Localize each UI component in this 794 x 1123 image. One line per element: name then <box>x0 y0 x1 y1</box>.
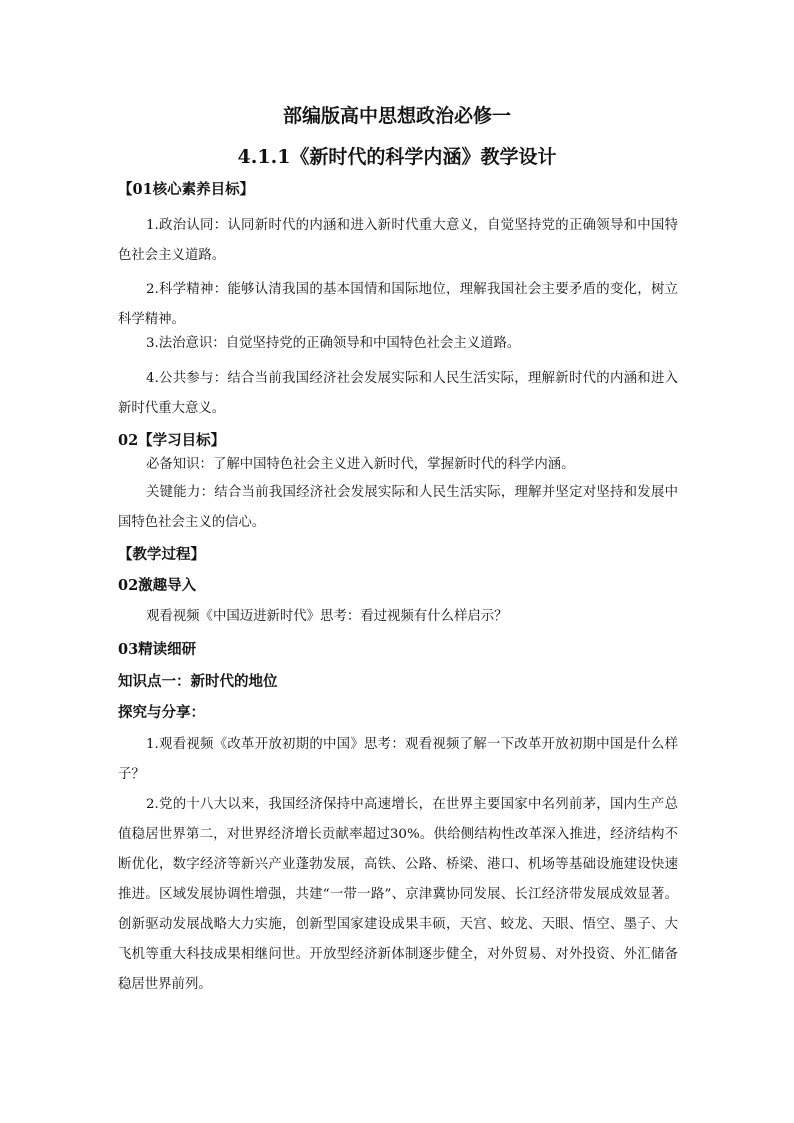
explore-item-achievements: 2.党的十八大以来，我国经济保持中高速增长，在世界主要国家中名列前茅，国内生产总值稳居世界第二，对世界经济增长贡献率超过30%。供给侧结构性改革深入推进，经济结构不断优化，数字经济等新兴产业蓬勃发展，高铁、公路、桥梁、港口、机场等基础设施建设快速推进。区域发展协调性增强，共建“一带一路”、京津冀协同发展、长江经济带发展成效显著。创新驱动发展战略大力实施，创新型国家建设成果丰硕，天宫、蛟龙、天眼、悟空、墨子、大飞机等重大科技成果相继问世。开放型经济新体制逐步健全，对外贸易、对外投资、外汇储备稳居世界前列。 <box>118 797 678 992</box>
learning-goals-heading: 02【学习目标】 <box>118 432 226 449</box>
document-title: 部编版高中思想政治必修一 <box>282 105 511 127</box>
core-item-political: 1.政治认同：认同新时代的内涵和进入新时代重大意义，自觉坚持党的正确领导和中国特色社会主义道路。 <box>118 218 678 263</box>
core-literacy-heading: 【01核心素养目标】 <box>118 181 255 198</box>
knowledge-point-heading: 知识点一：新时代的地位 <box>118 673 278 690</box>
learning-item-ability: 关键能力：结合当前我国经济社会发展实际和人民生活实际，理解并坚定对坚持和发展中国特色社会主义的信心。 <box>118 485 678 530</box>
intro-heading: 02激趣导入 <box>118 577 197 594</box>
core-item-participation: 4.公共参与：结合当前我国经济社会发展实际和人民生活实际，理解新时代的内涵和进入新时代重大意义。 <box>118 371 678 416</box>
core-item-law: 3.法治意识：自觉坚持党的正确领导和中国特色社会主义道路。 <box>146 336 521 351</box>
document-subtitle: 4.1.1《新时代的科学内涵》教学设计 <box>237 146 557 168</box>
intro-text: 观看视频《中国迈进新时代》思考：看过视频有什么样启示？ <box>146 609 508 624</box>
core-item-science: 2.科学精神：能够认清我国的基本国情和国际地位，理解我国社会主要矛盾的变化，树立科学精神。 <box>118 282 678 327</box>
explore-heading: 探究与分享： <box>118 704 205 721</box>
explore-item-video: 1.观看视频《改革开放初期的中国》思考：观看视频了解一下改革开放初期中国是什么样子？ <box>118 737 678 782</box>
teaching-process-heading: 【教学过程】 <box>118 546 205 563</box>
reading-heading: 03精读细研 <box>118 641 197 658</box>
learning-item-knowledge: 必备知识：了解中国特色社会主义进入新时代，掌握新时代的科学内涵。 <box>146 457 575 472</box>
